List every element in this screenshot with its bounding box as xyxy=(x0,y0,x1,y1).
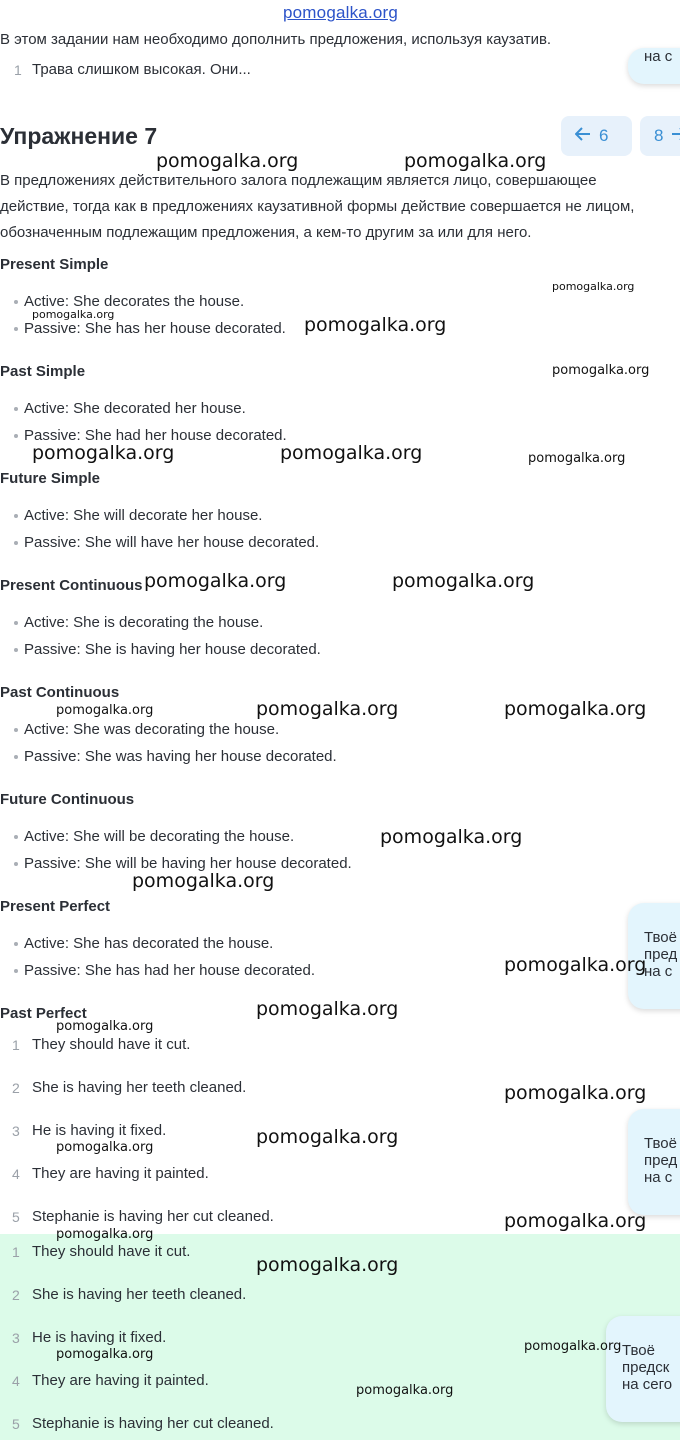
exercise-explanation: В предложениях действительного залога подлежащим является лицо, совершающее действие, тогда как в предложениях каузативной формы действие совершается не лицом, обозначенным подлежащим предложения, а кем-то другим за или для него. xyxy=(0,172,635,241)
list-item xyxy=(14,748,337,765)
watermark: pomogalka.org xyxy=(524,1339,622,1354)
bullet-icon xyxy=(14,942,18,946)
list-item-text: They are having it painted. xyxy=(32,1165,209,1182)
section-heading: Present Continuous xyxy=(0,577,143,594)
watermark: pomogalka.org xyxy=(504,1210,647,1232)
list-item-number: 3 xyxy=(12,1123,20,1139)
passive-example: Passive: She is having her house decorated. xyxy=(24,641,321,658)
list-item xyxy=(14,828,294,845)
list-item-text: They should have it cut. xyxy=(32,1243,191,1260)
section-heading: Present Perfect xyxy=(0,898,111,915)
chat-bubble-line: Твоё xyxy=(622,1342,655,1359)
watermark: pomogalka.org xyxy=(156,150,299,172)
list-item xyxy=(14,320,286,337)
passive-example: Passive: She will have her house decorated. xyxy=(24,534,320,551)
watermark: pomogalka.org xyxy=(56,1347,154,1362)
bullet-icon xyxy=(14,434,18,438)
watermark: pomogalka.org xyxy=(132,870,275,892)
list-item-text: She is having her teeth cleaned. xyxy=(32,1079,247,1096)
bullet-icon xyxy=(14,862,18,866)
chat-bubble-line: пред xyxy=(644,946,678,963)
section-heading: Past Continuous xyxy=(0,684,120,701)
list-item-number: 4 xyxy=(12,1373,20,1389)
site-url-link[interactable]: pomogalka.org xyxy=(283,3,399,22)
active-example: Active: She has decorated the house. xyxy=(24,935,274,952)
list-item-number: 2 xyxy=(12,1080,20,1096)
list-item-text: Трава слишком высокая. Они... xyxy=(32,61,251,78)
section-heading: Past Simple xyxy=(0,363,86,380)
chat-bubble-line: Твоё xyxy=(644,929,677,946)
list-item-number: 1 xyxy=(14,62,22,78)
list-item-number: 1 xyxy=(12,1244,20,1260)
watermark: pomogalka.org xyxy=(56,703,154,718)
active-example: Active: She decorates the house. xyxy=(24,293,245,310)
list-item-number: 1 xyxy=(12,1037,20,1053)
prev-exercise-button[interactable] xyxy=(561,116,632,156)
chat-bubble-line: на с xyxy=(644,963,673,980)
watermark: pomogalka.org xyxy=(528,451,626,466)
bullet-icon xyxy=(14,300,18,304)
list-item-text: Stephanie is having her cut cleaned. xyxy=(32,1415,274,1432)
watermark: pomogalka.org xyxy=(404,150,547,172)
arrow-left-icon xyxy=(575,126,591,146)
watermark: pomogalka.org xyxy=(356,1383,454,1398)
chat-bubble[interactable] xyxy=(628,1109,680,1215)
list-item xyxy=(14,641,321,658)
bullet-icon xyxy=(14,648,18,652)
list-item-number: 5 xyxy=(12,1209,20,1225)
active-example: Active: She will decorate her house. xyxy=(24,507,263,524)
next-exercise-number: 8 xyxy=(654,126,664,145)
watermark: pomogalka.org xyxy=(144,570,287,592)
watermark: pomogalka.org xyxy=(56,1140,154,1155)
passive-example: Passive: She had her house decorated. xyxy=(24,427,287,444)
watermark: pomogalka.org xyxy=(256,698,399,720)
section-heading: Present Simple xyxy=(0,256,109,273)
list-item xyxy=(14,534,319,551)
watermark: pomogalka.org xyxy=(552,280,635,293)
list-item xyxy=(14,400,246,417)
bullet-icon xyxy=(14,728,18,732)
list-item-number: 3 xyxy=(12,1330,20,1346)
list-item-text: He is having it fixed. xyxy=(32,1329,167,1346)
list-item-text: He is having it fixed. xyxy=(32,1122,167,1139)
chat-bubble-line: предск xyxy=(622,1359,670,1376)
chat-bubble[interactable] xyxy=(606,1316,680,1422)
passive-example: Passive: She has had her house decorated. xyxy=(24,962,316,979)
watermark: pomogalka.org xyxy=(32,308,115,321)
list-item xyxy=(14,721,279,738)
list-item-number: 2 xyxy=(12,1287,20,1303)
bullet-icon xyxy=(14,755,18,759)
list-item xyxy=(14,935,273,952)
watermark: pomogalka.org xyxy=(256,1254,399,1276)
task-intro-text: В этом задании нам необходимо дополнить предложения, используя каузатив. xyxy=(0,31,552,48)
bullet-icon xyxy=(14,541,18,545)
watermark: pomogalka.org xyxy=(256,1126,399,1148)
watermark: pomogalka.org xyxy=(56,1019,154,1034)
chat-bubble-line: Твоё xyxy=(644,1135,677,1152)
watermark: pomogalka.org xyxy=(280,442,423,464)
active-example: Active: She decorated her house. xyxy=(24,400,246,417)
passive-example: Passive: She has her house decorated. xyxy=(24,320,286,337)
passive-example: Passive: She was having her house decorated. xyxy=(24,748,337,765)
list-item-text: Stephanie is having her cut cleaned. xyxy=(32,1208,274,1225)
bullet-icon xyxy=(14,514,18,518)
exercise-title: Упражнение 7 xyxy=(0,123,158,149)
chat-bubble-line: на сего xyxy=(622,1376,673,1393)
active-example: Active: She will be decorating the house. xyxy=(24,828,295,845)
arrow-right-icon xyxy=(671,126,680,146)
chat-bubble-text: на с xyxy=(644,48,673,65)
chat-bubble-line: на с xyxy=(644,1169,673,1186)
chat-bubble-line: пред xyxy=(644,1152,678,1169)
watermark: pomogalka.org xyxy=(392,570,535,592)
watermark: pomogalka.org xyxy=(504,698,647,720)
section-heading: Past Perfect xyxy=(0,1005,87,1022)
watermark: pomogalka.org xyxy=(380,826,523,848)
list-item-number: 5 xyxy=(12,1416,20,1432)
active-example: Active: She is decorating the house. xyxy=(24,614,264,631)
list-item-number: 4 xyxy=(12,1166,20,1182)
watermark: pomogalka.org xyxy=(552,363,650,378)
watermark: pomogalka.org xyxy=(504,1082,647,1104)
list-item xyxy=(14,614,263,631)
active-example: Active: She was decorating the house. xyxy=(24,721,280,738)
list-item-text: She is having her teeth cleaned. xyxy=(32,1286,247,1303)
watermark: pomogalka.org xyxy=(304,314,447,336)
passive-example: Passive: She will be having her house decorated. xyxy=(24,855,352,872)
next-exercise-button[interactable] xyxy=(640,116,680,156)
section-heading: Future Simple xyxy=(0,470,101,487)
section-heading: Future Continuous xyxy=(0,791,135,808)
watermark: pomogalka.org xyxy=(256,998,399,1020)
list-item-text: They are having it painted. xyxy=(32,1372,209,1389)
list-item xyxy=(14,507,262,524)
watermark: pomogalka.org xyxy=(504,954,647,976)
watermark: pomogalka.org xyxy=(32,442,175,464)
bullet-icon xyxy=(14,327,18,331)
list-item-text: They should have it cut. xyxy=(32,1036,191,1053)
bullet-icon xyxy=(14,969,18,973)
prev-exercise-number: 6 xyxy=(599,126,609,145)
chat-bubble[interactable] xyxy=(628,48,680,84)
bullet-icon xyxy=(14,407,18,411)
bullet-icon xyxy=(14,621,18,625)
list-item xyxy=(14,962,315,979)
watermark: pomogalka.org xyxy=(56,1227,154,1242)
bullet-icon xyxy=(14,835,18,839)
